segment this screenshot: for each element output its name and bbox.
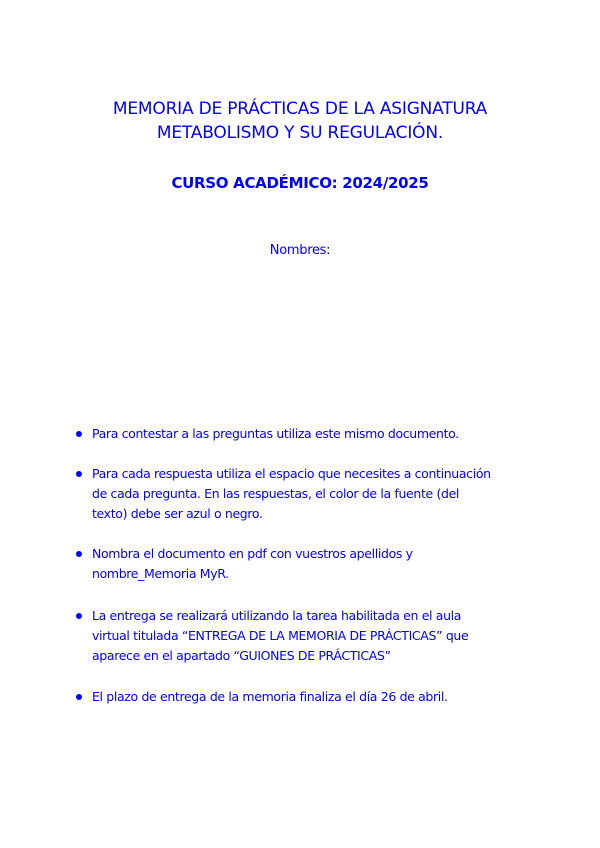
list-item	[72, 424, 542, 444]
list-item-line: La entrega se realizará utilizando la tarea habilitada en el aula	[92, 608, 462, 623]
document-title	[40, 97, 560, 145]
list-item-line: El plazo de entrega de la memoria finaliza el día 26 de abril.	[92, 689, 448, 704]
course-year: CURSO ACADÉMICO: 2024/2025	[171, 174, 429, 192]
list-item-line: Para cada respuesta utiliza el espacio que necesites a continuación	[92, 466, 491, 481]
title-line: MEMORIA DE PRÁCTICAS DE LA ASIGNATURA	[112, 99, 488, 119]
list-item	[72, 606, 542, 666]
names-label: Nombres:	[269, 243, 331, 258]
list-item-line: texto) debe ser azul o negro.	[92, 506, 263, 521]
list-item	[72, 464, 542, 524]
instructions-list	[72, 424, 542, 707]
bullet-icon	[76, 551, 82, 557]
title-line: METABOLISMO Y SU REGULACIÓN.	[156, 123, 444, 143]
bullet-icon	[76, 471, 82, 477]
bullet-icon	[76, 431, 82, 437]
list-item-line: aparece en el apartado “GUIONES DE PRÁCTICAS”	[92, 648, 391, 663]
bullet-icon	[76, 694, 82, 700]
list-item-line: Nombra el documento en pdf con vuestros apellidos y	[92, 546, 413, 561]
list-item-line: nombre_Memoria MyR.	[92, 566, 229, 581]
list-item-line: virtual titulada “ENTREGA DE LA MEMORIA DE PRÁCTICAS” que	[92, 628, 469, 643]
list-item-line: de cada pregunta. En las respuestas, el color de la fuente (del	[92, 486, 460, 501]
bullet-icon	[76, 613, 82, 619]
list-item	[72, 544, 542, 584]
list-item-line: Para contestar a las preguntas utiliza este mismo documento.	[92, 426, 459, 441]
list-item	[72, 687, 542, 707]
